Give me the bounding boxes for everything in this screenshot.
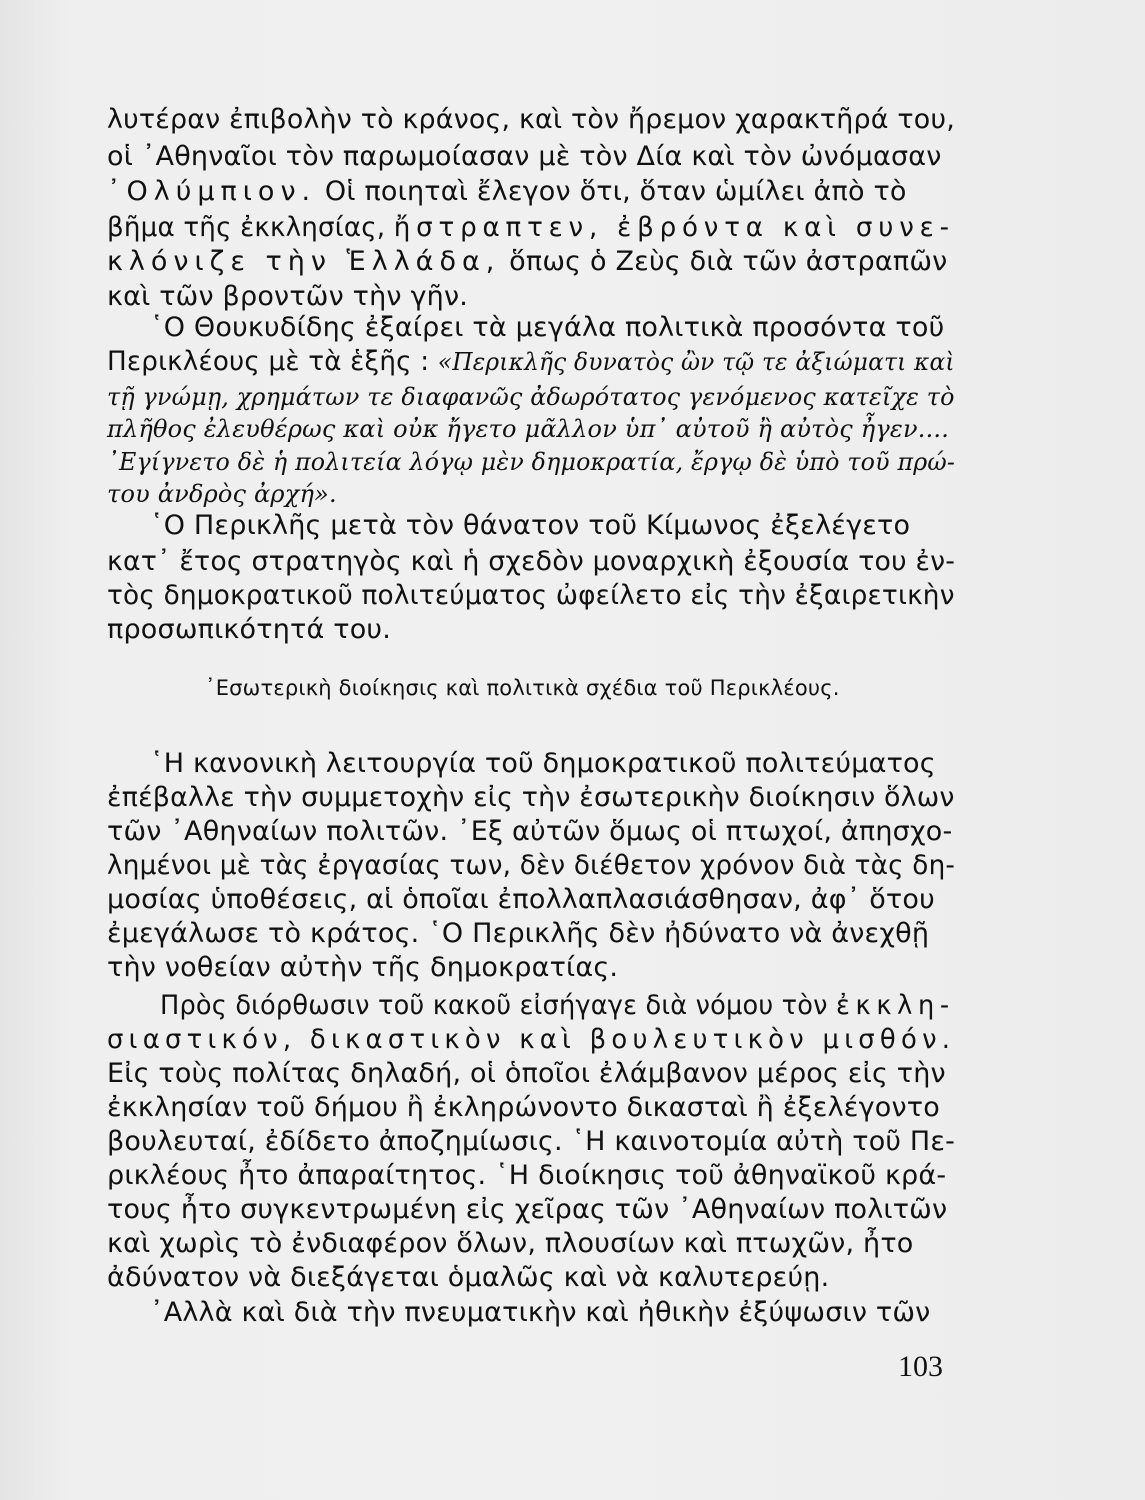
quotation-line: τῇ γνώμῃ, χρημάτων τε διαφανῶς ἀδωρότατος γενόμενος κατεῖχε τὸ (107, 383, 955, 411)
text-line: τῶν ᾽Αθηναίων πολιτῶν. ᾽Εξ αὐτῶν ὅμως οἱ πτωχοί, ἀπησχο- (107, 816, 953, 847)
text-line: βουλευταί, ἐδίδετο ἀποζημίωσις. ῾Η καινοτομία αὐτὴ τοῦ Πε- (107, 1126, 956, 1157)
text-line: ἐπέβαλλε τὴν συμμετοχὴν εἰς τὴν ἐσωτερικὴν διοίκησιν ὅλων (107, 782, 955, 813)
text-span: ὅπως ὁ Ζεὺς διὰ τῶν ἀστραπῶν (500, 246, 948, 277)
text-line (107, 175, 907, 209)
quotation-line: ᾽Εγίγνετο δὲ ἡ πολιτεία λόγῳ μὲν δημοκρατία, ἔργῳ δὲ ὑπὸ τοῦ πρώ- (107, 448, 956, 476)
text-line: ρικλέους ἦτο ἀπαραίτητος. ῾Η διοίκησις τοῦ ἀθηναϊκοῦ κρά- (107, 1160, 947, 1191)
text-line: τους ἦτο συγκεντρωμένη εἰς χεῖρας τῶν ᾽Αθηναίων πολιτῶν (107, 1194, 948, 1225)
text-line (107, 345, 955, 379)
text-line: τὴν νοθείαν αὐτὴν τῆς δημοκρατίας. (107, 952, 619, 983)
text-line: ἐκκλησίαν τοῦ δήμου ἢ ἐκληρώνοντο δικασταὶ ἢ ἐξελέγοντο (107, 1092, 940, 1123)
text-line: τὸς δημοκρατικοῦ πολιτεύματος ὠφείλετο εἰς τὴν ἐξαιρετικὴν (107, 580, 955, 611)
text-line (160, 989, 955, 1023)
spaced-line: σιαστικόν, δικαστικὸν καὶ βουλευτικὸν μισθόν. (107, 1024, 956, 1055)
text-span: ῾Ο Θουκυδίδης ἐξαίρει τὰ μεγάλα πολιτικὰ προσόντα τοῦ (150, 312, 945, 343)
text-line: καὶ χωρὶς τὸ ἐνδιαφέρον ὅλων, πλουσίων καὶ πτωχῶν, ἦτο (107, 1228, 914, 1259)
page-number: 103 (898, 1350, 943, 1383)
text-line: κατ᾽ ἔτος στρατηγὸς καὶ ἡ σχεδὸν μοναρχικὴ ἐξουσία του ἐν- (107, 546, 956, 577)
quotation: «Περικλῆς δυνατὸς ὢν τῷ τε ἀξιώματι καὶ (437, 348, 955, 376)
text-line: οἱ ᾽Αθηναῖοι τὸν παρωμοίασαν μὲ τὸν Δία καὶ τὸν ὠνόμασαν (107, 141, 942, 172)
text-line: προσωπικότητά του. (107, 614, 392, 645)
spaced-word: ᾽Ολύμπιον. (107, 176, 317, 207)
text-line: ᾽Αλλὰ καὶ διὰ τὴν πνευματικὴν καὶ ἠθικὴν ἐξύψωσιν τῶν (150, 1297, 931, 1328)
text-line: λυτέραν ἐπιβολὴν τὸ κράνος, καὶ τὸν ἤρεμον χαρακτῆρά του, (107, 104, 955, 135)
text-span: Οἱ ποιηταὶ ἔλεγον ὅτι, ὅταν ὡμίλει ἀπὸ τὸ (316, 176, 907, 207)
text-line (107, 211, 955, 245)
spaced-words: ἤστραπτεν, ἐβρόντα καὶ συνε- (393, 212, 955, 243)
text-span: βῆμα τῆς ἐκκλησίας, (107, 212, 394, 243)
text-line: μοσίας ὑποθέσεις, αἱ ὁποῖαι ἐπολλαπλασιάσθησαν, ἀφ᾽ ὅτου (107, 884, 935, 915)
section-heading: ᾽Εσωτερικὴ διοίκησις καὶ πολιτικὰ σχέδια τοῦ Περικλέους. (205, 676, 840, 700)
text-line: ῾Ο Περικλῆς μετὰ τὸν θάνατον τοῦ Κίμωνος ἐξελέγετο (150, 510, 911, 541)
text-line: λημένοι μὲ τὰς ἐργασίας των, δὲν διέθετον χρόνον διὰ τὰς δη- (107, 850, 956, 881)
text-line: ἀδύνατον νὰ διεξάγεται ὁμαλῶς καὶ νὰ καλυτερεύῃ. (107, 1262, 830, 1293)
text-span: Πρὸς διόρθωσιν τοῦ κακοῦ εἰσήγαγε διὰ νόμου τὸν (160, 990, 836, 1021)
text-line: Εἰς τοὺς πολίτας δηλαδή, οἱ ὁποῖοι ἐλάμβανον μέρος εἰς τὴν (107, 1058, 946, 1089)
spaced-words: κλόνιζε τὴν Ἑλλάδα, (107, 246, 501, 277)
text-line: ῾Η κανονικὴ λειτουργία τοῦ δημοκρατικοῦ πολιτεύματος (150, 748, 936, 779)
text-span: Περικλέους μὲ τὰ ἑξῆς : (107, 346, 438, 377)
spaced-word: ἐκκλη- (835, 990, 955, 1021)
quotation-line: του ἀνδρὸς ἀρχή». (107, 480, 337, 508)
text-line (107, 245, 947, 279)
text-line: καὶ τῶν βροντῶν τὴν γῆν. (107, 281, 469, 312)
quotation-line: πλῆθος ἐλευθέρως καὶ οὐκ ἤγετο μᾶλλον ὑπ᾽ αὐτοῦ ἢ αὐτὸς ἦγεν.... (107, 415, 950, 443)
text-line (150, 311, 944, 345)
text-line: ἐμεγάλωσε τὸ κράτος. ῾Ο Περικλῆς δὲν ἠδύνατο νὰ ἀνεχθῇ (107, 918, 930, 949)
